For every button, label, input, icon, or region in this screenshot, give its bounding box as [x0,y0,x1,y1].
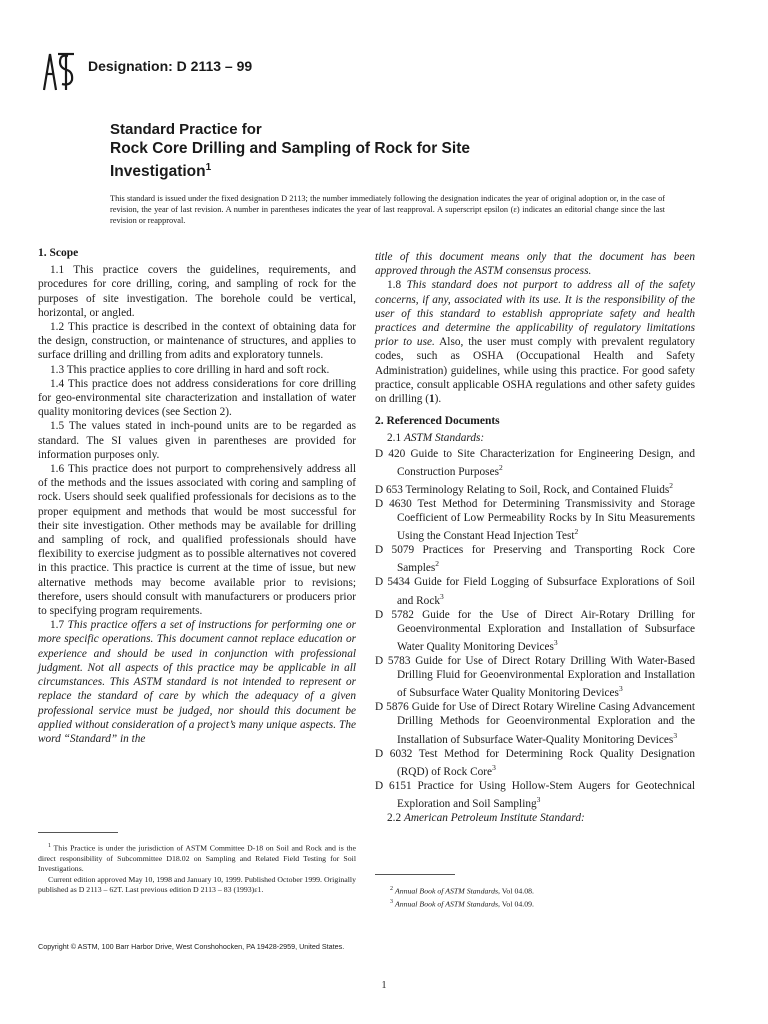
footnote-1-edition: Current edition approved May 10, 1998 and January 10, 1999. Published October 1999. Originally published as D 2113 – 62T. Last previous edition D 2113 – 83 (1993)ε1. [38,874,356,895]
footnotes-right [390,884,690,910]
subsection-astm-standards: 2.1 ASTM Standards: [387,432,485,445]
referenced-document-item: D 6032 Test Method for Determining Rock Quality Designation (RQD) of Rock Core$^3$ [375,747,695,778]
referenced-document-item: D 5782 Guide for the Use of Direct Air-Rotary Drilling for Geoenvironmental Exploration and Installation of Subsurface Water Quality Monitoring Devices$^3$ [375,608,695,653]
right-column [375,250,695,826]
paragraph-1-4: 1.4 This practice does not address considerations for core drilling for geo-environmental site characterization and installation of water quality monitoring devices (see Section 2). [38,377,356,419]
referenced-document-item: D 6151 Practice for Using Hollow-Stem Augers for Geotechnical Exploration and Soil Sampling$^3$ [375,779,695,810]
paragraph-1-7: 1.7 This practice offers a set of instructions for performing one or more specific operations. This document cannot replace education or experience and should be used in conjunction with professional judgment. Not all aspects of this practice may be applicable in all circumstances. This ASTM standard is not intended to represent or replace the standard of care by which the adequacy of a given professional service must be judged, nor should this document be applied without consideration of a project’s many unique aspects. The word “Standard” in the [38,619,356,745]
footnote-1: $^1$ This Practice is under the jurisdiction of ASTM Committee D-18 on Soil and Rock and is the direct responsibility of Subcommittee D18.02 on Sampling and Related Field Testing for Soil Investigations. [38,843,356,874]
page-number: 1 [381,980,387,991]
title-block [110,120,670,181]
designation: Designation: D 2113 – 99 [88,58,253,74]
referenced-document-item: D 5434 Guide for Field Logging of Subsurface Explorations of Soil and Rock$^3$ [375,576,695,607]
footnote-rule-right [375,874,455,875]
paragraph-1-3: 1.3 This practice applies to core drilling in hard and soft rock. [50,363,330,376]
paragraph-1-8: 1.8 This standard does not purport to address all of the safety concerns, if any, associated with its use. It is the responsibility of the user of this standard to establish appropriate safety and health practices and determine the applicability of regulatory limitations prior to use. Also, the user must comply with prevalent regulatory codes, such as OSHA (Occupational Health and Safety Administration) guidelines, while using this practice. For good safety practice, consult applicable OSHA regulations and other safety guides on drilling (1). [375,279,695,406]
footnote-rule-left [38,832,118,833]
copyright-line: Copyright © ASTM, 100 Barr Harbor Drive, West Conshohocken, PA 19428-2959, United States. [38,942,345,951]
paragraph-1-7-continued: title of this document means only that the document has been approved through the ASTM consensus process. [375,251,695,278]
referenced-document-item: D 5783 Guide for Use of Direct Rotary Drilling With Water-Based Drilling Fluid for Geoenvironmental Exploration and Installation of Subsurface Water Quality Monitoring Devices$^3$ [375,654,695,700]
referenced-document-item: D 4630 Test Method for Determining Transmissivity and Storage Coefficient of Low Permeability Rocks by In Situ Measurements Using the Constant Head Injection Test$^2$ [375,497,695,542]
title-line-3: Investigation$^1$ [110,162,212,181]
subsection-api-standard: 2.2 American Petroleum Institute Standard: [387,811,585,824]
paragraph-1-5: 1.5 The values stated in inch-pound units are to be regarded as standard. The SI values given in parentheses are provided for information purposes only. [38,420,356,461]
section-heading-referenced-documents: 2. Referenced Documents [375,415,500,428]
footnote-3: $^3$ Annual Book of ASTM Standards, Vol 04.09. [390,899,534,909]
paragraph-1-1: 1.1 This practice covers the guidelines, requirements, and procedures for core drilling, coring, and sampling of rock for the purposes of site investigation. The borehole could be vertical, horizontal, or angled. [38,264,356,319]
referenced-document-item: D 5079 Practices for Preserving and Transporting Rock Core Samples$^2$ [375,544,695,575]
title-line-1: Standard Practice for [110,121,262,138]
footnote-2: $^2$ Annual Book of ASTM Standards, Vol 04.08. [390,886,534,896]
astm-logo [40,50,76,92]
paragraph-1-2: 1.2 This practice is described in the context of obtaining data for the design, construction, or maintenance of structures, and applies to surface drilling and drilling from adits and exploratory tunnels. [38,321,356,362]
referenced-document-item: D 653 Terminology Relating to Soil, Rock, and Contained Fluids$^2$ [375,480,674,496]
referenced-documents-list [375,447,695,811]
footnotes-left [38,841,356,896]
left-column [38,246,356,746]
paragraph-1-6: 1.6 This practice does not purport to comprehensively address all of the methods and the issues associated with coring and sampling of rock. Users should seek qualified professionals for decisions as to the proper equipment and methods that would be most successful for their site investigation. Other methods may be available for drilling and sampling of rock, and qualified professionals should have flexibility to exercise judgment as to possible alternatives not covered in this practice. This practice is current at the time of issue, but new alternative methods may become available prior to revisions; therefore, users should consult with manufacturers or producers prior to specifying program requirements. [38,463,356,618]
issue-note: This standard is issued under the fixed designation D 2113; the number immediately following the designation indicates the year of original adoption or, in the case of revision, the year of last revision. A number in parentheses indicates the year of last reapproval. A superscript epsilon (ε) indicates an editorial change since the last revision or reapproval. [110,194,665,226]
section-heading-scope: 1. Scope [38,247,79,259]
referenced-document-item: D 420 Guide to Site Characterization for Engineering Design, and Construction Purposes$^2$ [375,447,695,478]
title-line-2: Rock Core Drilling and Sampling of Rock for Site [110,140,470,157]
referenced-document-item: D 5876 Guide for Use of Direct Rotary Wireline Casing Advancement Drilling Methods for Geoenvironmental Exploration and the Installation of Subsurface Water-Quality Monitoring Devices$^3$ [375,701,695,746]
